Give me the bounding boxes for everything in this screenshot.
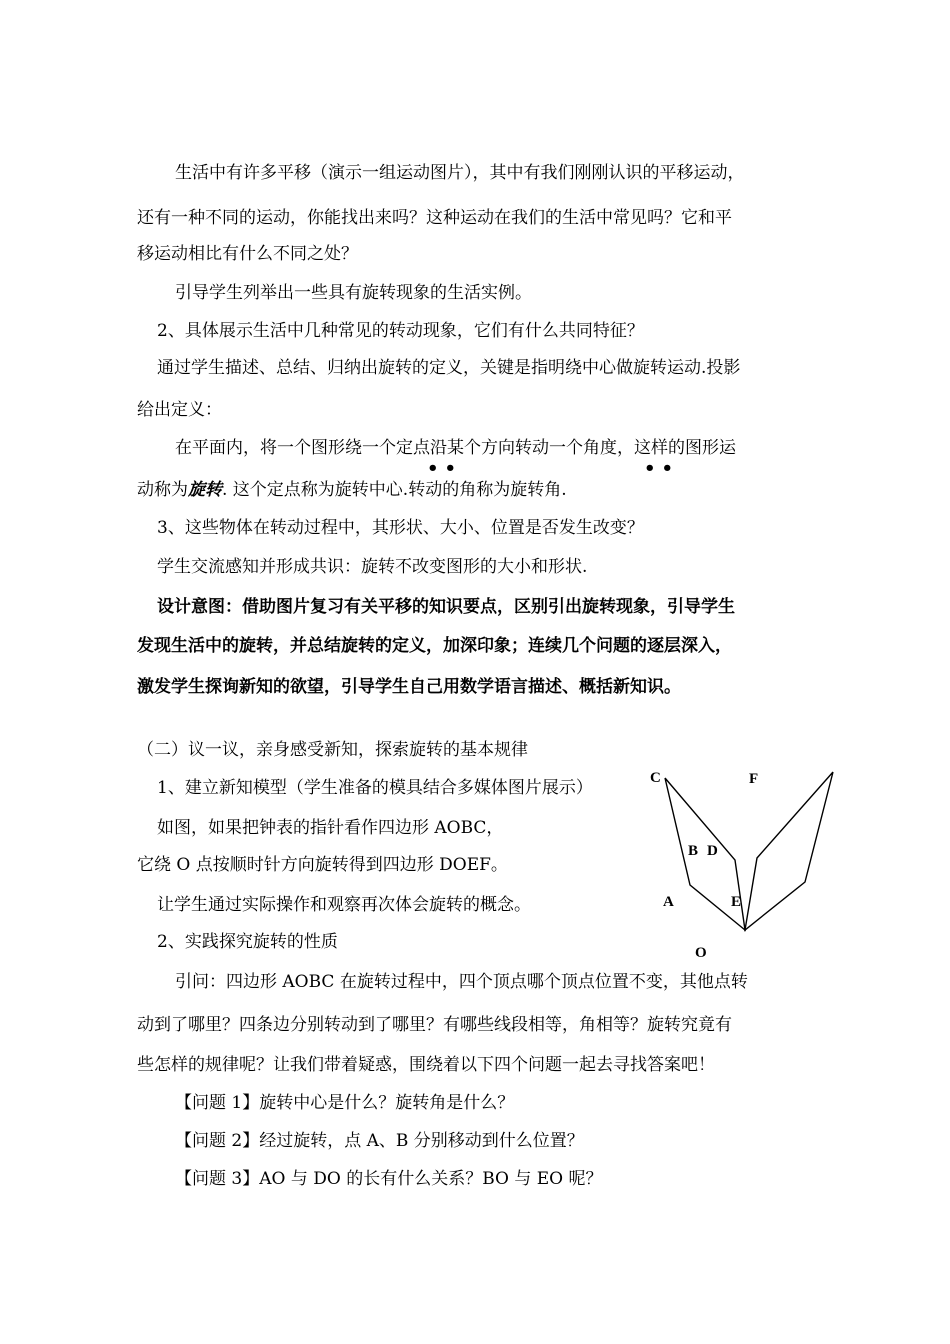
para-consensus: 学生交流感知并形成共识：旋转不改变图形的大小和形状. bbox=[157, 557, 588, 577]
question-intro-line3: 些怎样的规律呢？让我们带着疑惑，围绕着以下四个问题一起去寻找答案吧！ bbox=[137, 1055, 715, 1075]
para-intro-line3: 移运动相比有什么不同之处？ bbox=[137, 244, 358, 264]
design-intent-line3: 激发学生探询新知的欲望，引导学生自己用数学语言描述、概括新知识。 bbox=[137, 677, 681, 697]
definition-prefix: 动称为 bbox=[137, 480, 188, 500]
definition-term: 旋转 bbox=[188, 480, 222, 500]
para-summary-line2: 给出定义： bbox=[137, 400, 222, 420]
section-sentence3: 让学生通过实际操作和观察再次体会旋转的概念。 bbox=[157, 895, 531, 915]
emphasis-dots-center: •• bbox=[427, 458, 463, 479]
section-item1: 1、建立新知模型（学生准备的模具结合多媒体图片展示） bbox=[157, 778, 593, 798]
section-sentence1: 如图，如果把钟表的指针看作四边形 AOBC， bbox=[157, 818, 504, 838]
design-intent-line1: 设计意图：借助图片复习有关平移的知识要点，区别引出旋转现象，引导学生 bbox=[157, 597, 735, 617]
para-examples: 引导学生列举出一些具有旋转现象的生活实例。 bbox=[175, 283, 532, 303]
label-o: O bbox=[695, 945, 707, 961]
para-item2: 2、具体展示生活中几种常见的转动现象，它们有什么共同特征？ bbox=[157, 321, 644, 341]
label-d: D bbox=[707, 843, 718, 859]
label-b: B bbox=[688, 843, 699, 859]
quadrilateral-doef bbox=[745, 772, 833, 930]
question-2: 【问题 2】经过旋转，点 A、B 分别移动到什么位置？ bbox=[175, 1131, 584, 1151]
emphasis-dots-angle: •• bbox=[644, 458, 680, 479]
definition-line2 bbox=[137, 480, 567, 500]
definition-suffix: . 这个定点称为旋转中心.转动的角称为旋转角. bbox=[222, 480, 567, 500]
para-intro-line1: 生活中有许多平移（演示一组运动图片），其中有我们刚刚认识的平移运动， bbox=[175, 163, 745, 183]
design-intent-line2: 发现生活中的旋转，并总结旋转的定义，加深印象；连续几个问题的逐层深入， bbox=[137, 636, 732, 656]
question-intro-line2: 动到了哪里？四条边分别转动到了哪里？有哪些线段相等，角相等？旋转究竟有 bbox=[137, 1015, 732, 1035]
rotation-figure bbox=[640, 760, 850, 970]
label-c: C bbox=[650, 770, 661, 786]
label-a: A bbox=[663, 894, 674, 910]
para-item3: 3、这些物体在转动过程中，其形状、大小、位置是否发生改变？ bbox=[157, 518, 644, 538]
label-e: E bbox=[731, 894, 742, 910]
section-heading: （二）议一议，亲身感受新知，探索旋转的基本规律 bbox=[137, 740, 528, 760]
label-f: F bbox=[749, 771, 759, 787]
para-summary-line1: 通过学生描述、总结、归纳出旋转的定义，关键是指明绕中心做旋转运动.投影 bbox=[157, 358, 741, 378]
definition-line1: 在平面内，将一个图形绕一个定点沿某个方向转动一个角度，这样的图形运 bbox=[175, 438, 736, 458]
question-3: 【问题 3】AO 与 DO 的长有什么关系？BO 与 EO 呢？ bbox=[175, 1169, 603, 1189]
section-sentence2: 它绕 O 点按顺时针方向旋转得到四边形 DOEF。 bbox=[137, 855, 508, 875]
para-intro-line2: 还有一种不同的运动，你能找出来吗？这种运动在我们的生活中常见吗？它和平 bbox=[137, 208, 732, 228]
section-item2: 2、实践探究旋转的性质 bbox=[157, 932, 338, 952]
question-intro-line1: 引问：四边形 AOBC 在旋转过程中，四个顶点哪个顶点位置不变，其他点转 bbox=[175, 972, 748, 992]
question-1: 【问题 1】旋转中心是什么？旋转角是什么？ bbox=[175, 1093, 515, 1113]
